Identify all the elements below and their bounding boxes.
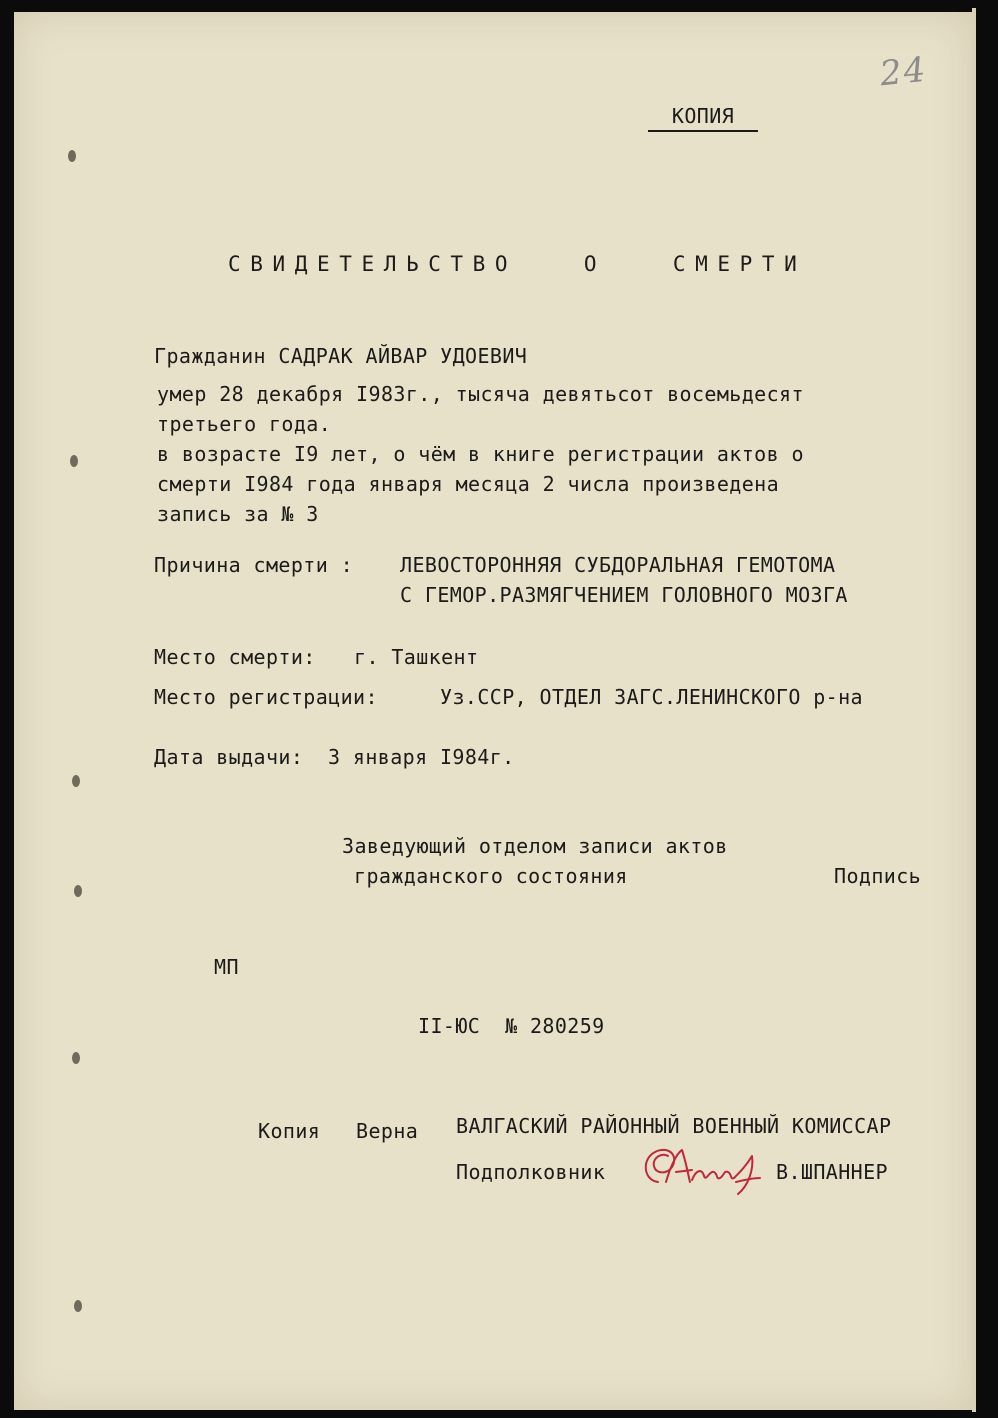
copy-mark: КОПИЯ xyxy=(648,104,758,132)
binding-hole xyxy=(74,1300,82,1312)
cause-value: ЛЕВОСТОРОННЯЯ СУБДОРАЛЬНАЯ ГЕМОТОМА xyxy=(400,553,836,577)
issue-date-value: 3 января I984г. xyxy=(328,745,515,769)
body-line: третьего года. xyxy=(157,412,332,436)
place-registration-value: Уз.ССР, ОТДЕЛ ЗАГС.ЛЕНИНСКОГО р-на xyxy=(440,685,863,709)
handwritten-signature xyxy=(636,1142,766,1198)
seal-mark: МП xyxy=(214,955,239,979)
body-line: в возрасте I9 лет, о чём в книге регистрации актов о xyxy=(157,442,804,466)
serial-number: II-ЮС № 280259 xyxy=(418,1014,605,1038)
body-line: запись за № 3 xyxy=(157,502,319,526)
binding-hole xyxy=(72,775,80,787)
rank-label: Подполковник xyxy=(456,1160,606,1184)
cause-label: Причина смерти : xyxy=(154,553,354,577)
place-death-label: Место смерти: xyxy=(154,645,316,669)
page-number: 24 xyxy=(878,49,930,95)
document-title: СВИДЕТЕЛЬСТВО О СМЕРТИ xyxy=(228,252,807,276)
binding-hole xyxy=(72,1052,80,1064)
paper-edge xyxy=(972,8,976,1412)
signer-name: В.ШПАННЕР xyxy=(776,1160,888,1184)
binding-hole xyxy=(70,455,78,467)
document-page xyxy=(14,12,972,1410)
head-title: гражданского состояния xyxy=(354,864,628,888)
signature-label: Подпись xyxy=(834,864,922,888)
binding-hole xyxy=(68,150,76,162)
citizen-line: Гражданин САДРАК АЙВАР УДОЕВИЧ xyxy=(154,344,528,368)
body-line: смерти I984 года января месяца 2 числа произведена xyxy=(157,472,780,496)
cause-value: С ГЕМОР.РАЗМЯГЧЕНИЕМ ГОЛОВНОГО МОЗГА xyxy=(400,583,848,607)
binding-hole xyxy=(74,885,82,897)
place-registration-label: Место регистрации: xyxy=(154,685,378,709)
head-title: Заведующий отделом записи актов xyxy=(342,834,728,858)
verified-label: Верна xyxy=(356,1119,419,1143)
copy-label: Копия xyxy=(258,1119,321,1143)
issue-date-label: Дата выдачи: xyxy=(154,745,304,769)
place-death-value: г. Ташкент xyxy=(354,645,479,669)
body-line: умер 28 декабря I983г., тысяча девятьсот восемьдесят xyxy=(157,382,804,406)
commissar-title: ВАЛГАСКИЙ РАЙОННЫЙ ВОЕННЫЙ КОМИССАР xyxy=(456,1114,892,1138)
